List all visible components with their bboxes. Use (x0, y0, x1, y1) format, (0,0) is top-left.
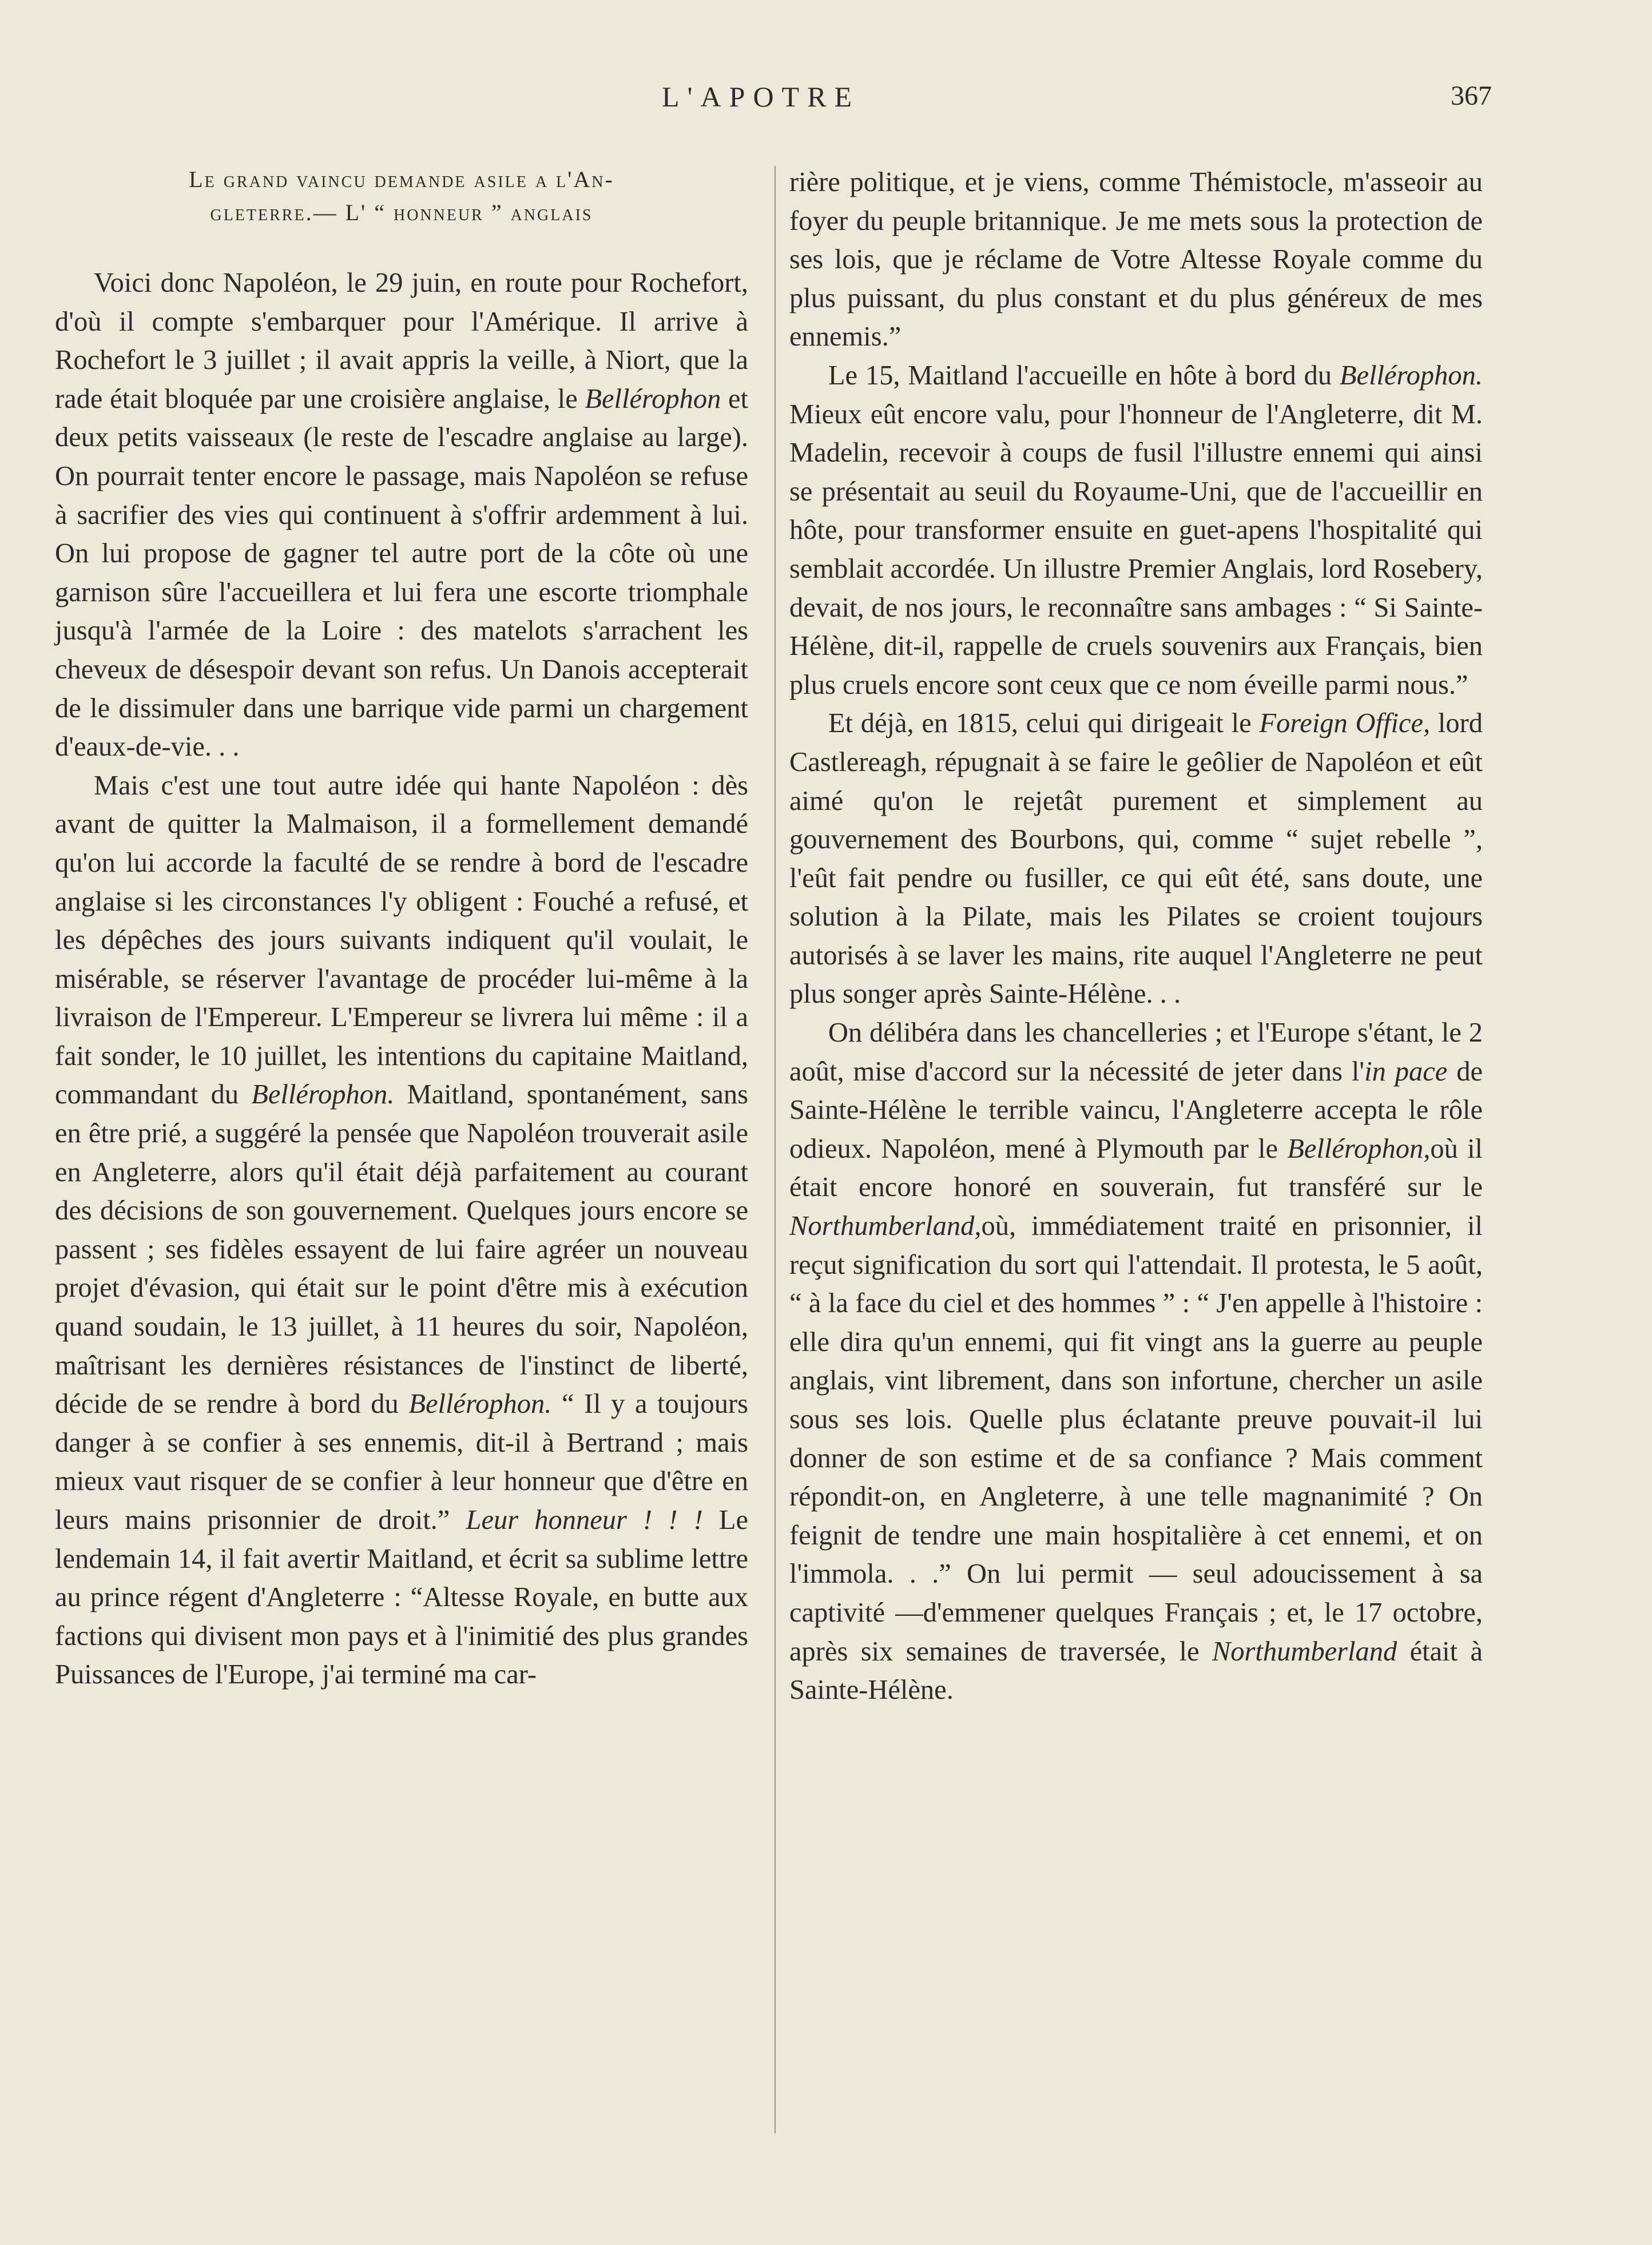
text: et deux petits vaisseaux (le reste de l'escadre anglaise au large). On pourrait tenter encore le passage, mais Napoléon se refuse à sacrifier des vies qui continuent à s'offrir ardemment à lui. On lui propose de gagner tel autre port de la côte où une garnison sûre l'accueillera et lui fera une escorte triomphale jusqu'à l'armée de la Loire : des matelots s'arrachent les cheveux de désespoir devant son refus. Un Danois accepterait de le dissimuler dans une barrique vide parmi un chargement d'eaux-de-vie. . . (55, 383, 748, 762)
left-column (55, 163, 748, 1694)
ship-name: Bellérophon. (251, 1079, 395, 1110)
emphasis: Leur honneur ! ! ! (466, 1505, 703, 1535)
text: Le lendemain 14, il fait avertir Maitland, et écrit sa sublime lettre au prince régent d'Angleterre : “Altesse Royale, en butte aux factions qui divisent mon pays et à l'inimitié des plus grandes Puissances de l'Europe, j'ai terminé ma car- (55, 1505, 749, 1690)
text: où, immédiatement traité en prisonnier, il reçut signification du sort qui l'attendait. Il protesta, le 5 août, “ à la face du ciel et des hommes ” : “ J'en appelle à l'histoire : elle dira qu'un ennemi, qui fit vingt ans la guerre au peuple anglais, vint librement, dans son infortune, chercher un asile sous ses lois. Quelle plus éclatante preuve pouvait-il lui donner de son estime et de sa confiance ? Mais comment répondit-on, en Angleterre, à une telle magnanimité ? On feignit de tendre une main hospitalière à cet ennemi, et on l'immola. . .” On lui permit — seul adoucissement à sa captivité —d'emmener quelques Français ; et, le 17 octobre, après six semaines de traversée, le (789, 1211, 1483, 1667)
paragraph: rière politique, et je viens, comme Thémistocle, m'asseoir au foyer du peuple britannique. Je me mets sous la protection de ses lois, que je réclame de Votre Altesse Royale comme du plus puissant, du plus constant et du plus généreux de mes ennemis.” (789, 167, 1483, 352)
ship-name: Northumberland, (789, 1211, 982, 1242)
text: Maitland, spontanément, sans en être prié, a suggéré la pensée que Napoléon trouverait asile en Angleterre, alors qu'il était déjà parfaitement au courant des décisions de son gouvernement. Quelques jours encore se passent ; ses fidèles essayent de lui faire agréer un nouveau projet d'évasion, qui était sur le point d'être mis à exécution quand soudain, le 13 juillet, à 11 heures du soir, Napoléon, maîtrisant les dernières résistances de l'instinct de liberté, décide de se rendre à bord du (55, 1079, 749, 1420)
emphasis: in pace (1364, 1056, 1448, 1087)
emphasis: Foreign Office, (1259, 708, 1431, 739)
text: Et déjà, en 1815, celui qui dirigeait le (828, 708, 1252, 739)
paragraph (55, 264, 748, 766)
text: de Sainte-Hélène le terrible vaincu, l'Angleterre accepta le rôle odieux. Napoléon, mené à Plymouth par le (789, 1056, 1483, 1164)
running-title: L'APOTRE (661, 81, 860, 113)
text: “ Il y a toujours danger à se confier à ses ennemis, dit-il à Bertrand ; mais mieux vaut risquer de se confier à leur honneur que d'être en leurs mains prisonnier de droit.” (55, 1389, 749, 1535)
section-title-line-1: Le grand vaincu demande asile a l'An- (189, 166, 614, 192)
ship-name: Bellérophon (585, 383, 721, 414)
ship-name: Bellérophon. (408, 1389, 552, 1420)
page-number: 367 (1451, 81, 1492, 111)
text: où il était encore honoré en souverain, fut transféré sur le (789, 1133, 1483, 1203)
ship-name: Bellérophon. (1339, 360, 1483, 391)
paragraph (789, 356, 1483, 704)
right-column (789, 163, 1483, 1710)
text: Mieux eût encore valu, pour l'honneur de l'Angleterre, dit M. Madelin, recevoir à coups de fusil l'illustre ennemi qui ainsi se présentait au seuil du Royaume-Uni, que de l'accueillir en hôte, pour transformer ensuite en guet-apens l'hospitalité qui semblait accordée. Un illustre Premier Anglais, lord Rosebery, devait, de nos jours, le reconnaître sans ambages : “ Si Sainte-Hélène, dit-il, rappelle de cruels souvenirs aux Français, bien plus cruels encore sont ceux que ce nom éveille parmi nous.” (789, 399, 1483, 700)
text: Le 15, Maitland l'accueille en hôte à bord du (828, 360, 1332, 391)
section-title-line-2: gleterre.— L' “ honneur ” anglais (210, 200, 593, 225)
text: Voici donc Napoléon, le 29 juin, en route pour Rochefort, d'où il compte s'embarquer pour l'Amérique. Il arrive à Rochefort le 3 juillet ; il avait appris la veille, à Niort, que la rade était bloquée par une croisière anglaise, le (55, 268, 748, 414)
column-divider (775, 166, 776, 2133)
paragraph (789, 1014, 1483, 1710)
ship-name: Northumberland (1212, 1636, 1397, 1667)
section-title (55, 163, 748, 229)
text: lord Castlereagh, répugnait à se faire le geôlier de Napoléon et eût aimé qu'on le rejetât purement et simplement au gouvernement des Bourbons, qui, comme “ sujet rebelle ”, l'eût fait pendre ou fusiller, ce qui eût été, sans doute, une solution à la Pilate, mais les Pilates se croient toujours autorisés à se laver les mains, rite auquel l'Angleterre ne peut plus songer après Sainte-Hélène. . . (789, 708, 1483, 1010)
text: Mais c'est une tout autre idée qui hante Napoléon : dès avant de quitter la Malmaison, il a formellement demandé qu'on lui accorde la faculté de se rendre à bord de l'escadre anglaise si les circonstances l'y obligent : Fouché a refusé, et les dépêches des jours suivants indiquent qu'il voulait, le misérable, se réserver l'avantage de procéder lui-même à la livraison de l'Empereur. L'Empereur se livrera lui même : il a fait sonder, le 10 juillet, les intentions du capitaine Maitland, commandant du (55, 770, 748, 1110)
paragraph (55, 766, 748, 1694)
text: était à Sainte-Hélène. (789, 1636, 1483, 1706)
text: On délibéra dans les chancelleries ; et l'Europe s'étant, le 2 août, mise d'accord sur la nécessité de jeter dans l' (789, 1018, 1483, 1087)
paragraph (789, 704, 1483, 1014)
ship-name: Bellérophon, (1287, 1133, 1431, 1164)
